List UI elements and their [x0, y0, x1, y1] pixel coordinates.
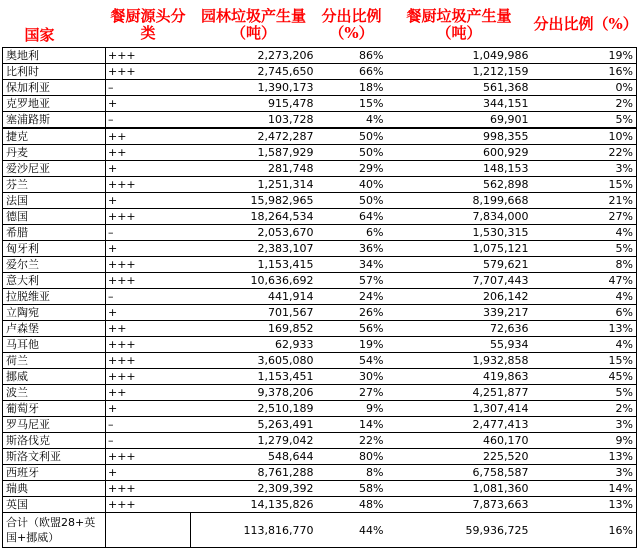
garden-waste-cell: 2,510,189: [191, 401, 317, 417]
garden-ratio-cell: 64%: [317, 209, 387, 225]
country-cell: 保加利亚: [3, 80, 106, 96]
garden-ratio-cell: 6%: [317, 225, 387, 241]
garden-ratio-cell: 26%: [317, 305, 387, 321]
header-kitchen-waste: 餐厨垃圾产生量（吨）: [406, 6, 512, 42]
garden-waste-cell: 2,309,392: [191, 481, 317, 497]
country-cell: 卢森堡: [3, 321, 106, 337]
kitchen-ratio-cell: 13%: [532, 321, 637, 337]
kitchen-waste-cell: 600,929: [387, 145, 532, 161]
kitchen-waste-cell: 69,901: [387, 112, 532, 129]
garden-ratio-cell: 34%: [317, 257, 387, 273]
garden-waste-cell: 281,748: [191, 161, 317, 177]
country-cell: 斯洛伐克: [3, 433, 106, 449]
source-cell: ++: [106, 145, 191, 161]
header-garden-waste: 园林垃圾产生量（吨）: [200, 6, 306, 42]
table-row: [3, 193, 637, 209]
kitchen-waste-cell: 8,199,668: [387, 193, 532, 209]
source-cell: +++: [106, 48, 191, 64]
country-cell: 波兰: [3, 385, 106, 401]
garden-ratio-cell: 50%: [317, 145, 387, 161]
table-body: [3, 48, 637, 513]
table-header: [3, 2, 637, 48]
garden-ratio-cell: 66%: [317, 64, 387, 80]
country-cell: 爱尔兰: [3, 257, 106, 273]
garden-ratio-cell: 57%: [317, 273, 387, 289]
kitchen-waste-cell: 1,212,159: [387, 64, 532, 80]
country-cell: 爱沙尼亚: [3, 161, 106, 177]
kitchen-waste-cell: 579,621: [387, 257, 532, 273]
table-row: [3, 481, 637, 497]
source-cell: +: [106, 161, 191, 177]
kitchen-ratio-cell: 2%: [532, 96, 637, 112]
waste-statistics-table: [2, 2, 637, 548]
table-row: [3, 497, 637, 513]
country-cell: 丹麦: [3, 145, 106, 161]
country-cell: 意大利: [3, 273, 106, 289]
table-row: [3, 112, 637, 129]
table-row: [3, 64, 637, 80]
garden-ratio-cell: 50%: [317, 128, 387, 145]
source-cell: –: [106, 225, 191, 241]
garden-ratio-cell: 56%: [317, 321, 387, 337]
garden-waste-cell: 1,390,173: [191, 80, 317, 96]
garden-waste-cell: 2,273,206: [191, 48, 317, 64]
table-row: [3, 289, 637, 305]
table-row: [3, 337, 637, 353]
garden-waste-cell: 9,378,206: [191, 385, 317, 401]
table-row: [3, 369, 637, 385]
kitchen-ratio-cell: 13%: [532, 497, 637, 513]
kitchen-waste-cell: 561,368: [387, 80, 532, 96]
kitchen-waste-cell: 4,251,877: [387, 385, 532, 401]
total-garden-cell: 113,816,770: [191, 513, 317, 548]
garden-waste-cell: 2,745,650: [191, 64, 317, 80]
country-cell: 挪威: [3, 369, 106, 385]
garden-waste-cell: 14,135,826: [191, 497, 317, 513]
table-row: [3, 417, 637, 433]
source-cell: +++: [106, 273, 191, 289]
table-row: [3, 145, 637, 161]
garden-ratio-cell: 4%: [317, 112, 387, 129]
garden-ratio-cell: 30%: [317, 369, 387, 385]
garden-waste-cell: 62,933: [191, 337, 317, 353]
kitchen-waste-cell: 72,636: [387, 321, 532, 337]
kitchen-waste-cell: 344,151: [387, 96, 532, 112]
table-row: [3, 161, 637, 177]
garden-ratio-cell: 24%: [317, 289, 387, 305]
garden-ratio-cell: 54%: [317, 353, 387, 369]
country-cell: 克罗地亚: [3, 96, 106, 112]
source-cell: +++: [106, 353, 191, 369]
garden-ratio-cell: 8%: [317, 465, 387, 481]
source-cell: +: [106, 305, 191, 321]
kitchen-ratio-cell: 10%: [532, 128, 637, 145]
kitchen-waste-cell: 6,758,587: [387, 465, 532, 481]
kitchen-waste-cell: 1,932,858: [387, 353, 532, 369]
header-kitchen-ratio: 分出比例（%）: [533, 15, 638, 33]
header-row: [3, 2, 637, 48]
source-cell: +: [106, 241, 191, 257]
kitchen-waste-cell: 55,934: [387, 337, 532, 353]
table-row: [3, 128, 637, 145]
kitchen-waste-cell: 460,170: [387, 433, 532, 449]
table-row: [3, 225, 637, 241]
garden-ratio-cell: 22%: [317, 433, 387, 449]
source-cell: +++: [106, 337, 191, 353]
kitchen-waste-cell: 1,530,315: [387, 225, 532, 241]
source-cell: +: [106, 401, 191, 417]
garden-waste-cell: 103,728: [191, 112, 317, 129]
garden-waste-cell: 1,153,451: [191, 369, 317, 385]
table-row: [3, 257, 637, 273]
total-kitchen-ratio-cell: 16%: [532, 513, 637, 548]
kitchen-ratio-cell: 19%: [532, 48, 637, 64]
table-row: [3, 305, 637, 321]
source-cell: ++: [106, 321, 191, 337]
table-row: [3, 401, 637, 417]
garden-waste-cell: 169,852: [191, 321, 317, 337]
country-cell: 芬兰: [3, 177, 106, 193]
source-cell: +++: [106, 369, 191, 385]
garden-ratio-cell: 18%: [317, 80, 387, 96]
kitchen-ratio-cell: 21%: [532, 193, 637, 209]
table-row: [3, 80, 637, 96]
total-garden-ratio-cell: 44%: [317, 513, 387, 548]
kitchen-ratio-cell: 15%: [532, 177, 637, 193]
total-source-cell: [106, 513, 191, 548]
source-cell: +++: [106, 64, 191, 80]
kitchen-ratio-cell: 45%: [532, 369, 637, 385]
table-row: [3, 209, 637, 225]
garden-ratio-cell: 19%: [317, 337, 387, 353]
total-row: [3, 513, 637, 548]
country-cell: 奥地利: [3, 48, 106, 64]
garden-ratio-cell: 80%: [317, 449, 387, 465]
kitchen-ratio-cell: 16%: [532, 64, 637, 80]
country-cell: 英国: [3, 497, 106, 513]
garden-ratio-cell: 58%: [317, 481, 387, 497]
kitchen-waste-cell: 206,142: [387, 289, 532, 305]
garden-waste-cell: 915,478: [191, 96, 317, 112]
source-cell: +++: [106, 481, 191, 497]
source-cell: +++: [106, 177, 191, 193]
garden-waste-cell: 5,263,491: [191, 417, 317, 433]
table-row: [3, 449, 637, 465]
table-row: [3, 433, 637, 449]
kitchen-waste-cell: 419,863: [387, 369, 532, 385]
garden-waste-cell: 1,587,929: [191, 145, 317, 161]
garden-ratio-cell: 27%: [317, 385, 387, 401]
source-cell: +++: [106, 497, 191, 513]
garden-waste-cell: 1,251,314: [191, 177, 317, 193]
table-row: [3, 177, 637, 193]
table-row: [3, 48, 637, 64]
kitchen-ratio-cell: 8%: [532, 257, 637, 273]
garden-waste-cell: 15,982,965: [191, 193, 317, 209]
kitchen-waste-cell: 562,898: [387, 177, 532, 193]
table-row: [3, 241, 637, 257]
table-row: [3, 465, 637, 481]
source-cell: ++: [106, 385, 191, 401]
source-cell: –: [106, 417, 191, 433]
country-cell: 匈牙利: [3, 241, 106, 257]
garden-waste-cell: 2,472,287: [191, 128, 317, 145]
garden-ratio-cell: 15%: [317, 96, 387, 112]
total-kitchen-cell: 59,936,725: [387, 513, 532, 548]
table-row: [3, 96, 637, 112]
kitchen-ratio-cell: 47%: [532, 273, 637, 289]
country-cell: 荷兰: [3, 353, 106, 369]
kitchen-ratio-cell: 3%: [532, 465, 637, 481]
garden-waste-cell: 8,761,288: [191, 465, 317, 481]
kitchen-ratio-cell: 13%: [532, 449, 637, 465]
kitchen-waste-cell: 7,834,000: [387, 209, 532, 225]
source-cell: –: [106, 80, 191, 96]
garden-waste-cell: 701,567: [191, 305, 317, 321]
kitchen-ratio-cell: 9%: [532, 433, 637, 449]
source-cell: –: [106, 289, 191, 305]
source-cell: +: [106, 465, 191, 481]
garden-waste-cell: 2,383,107: [191, 241, 317, 257]
country-cell: 法国: [3, 193, 106, 209]
kitchen-waste-cell: 1,049,986: [387, 48, 532, 64]
header-source-separation: 餐厨源头分类: [110, 6, 186, 42]
kitchen-ratio-cell: 5%: [532, 241, 637, 257]
kitchen-ratio-cell: 4%: [532, 225, 637, 241]
country-cell: 瑞典: [3, 481, 106, 497]
garden-waste-cell: 18,264,534: [191, 209, 317, 225]
kitchen-ratio-cell: 0%: [532, 80, 637, 96]
kitchen-ratio-cell: 27%: [532, 209, 637, 225]
source-cell: +: [106, 193, 191, 209]
table-row: [3, 385, 637, 401]
kitchen-waste-cell: 1,081,360: [387, 481, 532, 497]
kitchen-waste-cell: 7,873,663: [387, 497, 532, 513]
country-cell: 拉脱维亚: [3, 289, 106, 305]
table-row: [3, 353, 637, 369]
table-row: [3, 321, 637, 337]
garden-ratio-cell: 86%: [317, 48, 387, 64]
country-cell: 斯洛文利亚: [3, 449, 106, 465]
kitchen-waste-cell: 225,520: [387, 449, 532, 465]
garden-waste-cell: 1,153,415: [191, 257, 317, 273]
garden-waste-cell: 2,053,670: [191, 225, 317, 241]
country-cell: 葡萄牙: [3, 401, 106, 417]
header-country: 国家: [24, 26, 55, 44]
kitchen-ratio-cell: 15%: [532, 353, 637, 369]
kitchen-ratio-cell: 6%: [532, 305, 637, 321]
garden-ratio-cell: 9%: [317, 401, 387, 417]
country-cell: 捷克: [3, 128, 106, 145]
kitchen-waste-cell: 1,075,121: [387, 241, 532, 257]
garden-waste-cell: 441,914: [191, 289, 317, 305]
garden-waste-cell: 1,279,042: [191, 433, 317, 449]
source-cell: ++: [106, 128, 191, 145]
kitchen-ratio-cell: 5%: [532, 112, 637, 129]
kitchen-waste-cell: 998,355: [387, 128, 532, 145]
garden-ratio-cell: 36%: [317, 241, 387, 257]
country-cell: 比利时: [3, 64, 106, 80]
country-cell: 罗马尼亚: [3, 417, 106, 433]
kitchen-ratio-cell: 4%: [532, 289, 637, 305]
header-garden-ratio: 分出比例（%）: [321, 6, 382, 42]
table-footer: [3, 513, 637, 548]
source-cell: –: [106, 112, 191, 129]
kitchen-ratio-cell: 2%: [532, 401, 637, 417]
source-cell: +++: [106, 209, 191, 225]
garden-waste-cell: 3,605,080: [191, 353, 317, 369]
kitchen-ratio-cell: 5%: [532, 385, 637, 401]
country-cell: 德国: [3, 209, 106, 225]
country-cell: 马耳他: [3, 337, 106, 353]
kitchen-waste-cell: 7,707,443: [387, 273, 532, 289]
garden-waste-cell: 548,644: [191, 449, 317, 465]
kitchen-waste-cell: 339,217: [387, 305, 532, 321]
country-cell: 立陶宛: [3, 305, 106, 321]
garden-ratio-cell: 48%: [317, 497, 387, 513]
garden-ratio-cell: 40%: [317, 177, 387, 193]
kitchen-ratio-cell: 22%: [532, 145, 637, 161]
source-cell: +: [106, 96, 191, 112]
garden-ratio-cell: 29%: [317, 161, 387, 177]
garden-ratio-cell: 14%: [317, 417, 387, 433]
kitchen-waste-cell: 1,307,414: [387, 401, 532, 417]
total-country-cell: 合计（欧盟28+英国+挪威）: [3, 513, 106, 548]
kitchen-waste-cell: 148,153: [387, 161, 532, 177]
kitchen-ratio-cell: 4%: [532, 337, 637, 353]
kitchen-waste-cell: 2,477,413: [387, 417, 532, 433]
kitchen-ratio-cell: 3%: [532, 417, 637, 433]
kitchen-ratio-cell: 3%: [532, 161, 637, 177]
table-row: [3, 273, 637, 289]
country-cell: 西班牙: [3, 465, 106, 481]
country-cell: 塞浦路斯: [3, 112, 106, 129]
garden-waste-cell: 10,636,692: [191, 273, 317, 289]
source-cell: +++: [106, 449, 191, 465]
kitchen-ratio-cell: 14%: [532, 481, 637, 497]
source-cell: +++: [106, 257, 191, 273]
source-cell: –: [106, 433, 191, 449]
country-cell: 希腊: [3, 225, 106, 241]
garden-ratio-cell: 50%: [317, 193, 387, 209]
